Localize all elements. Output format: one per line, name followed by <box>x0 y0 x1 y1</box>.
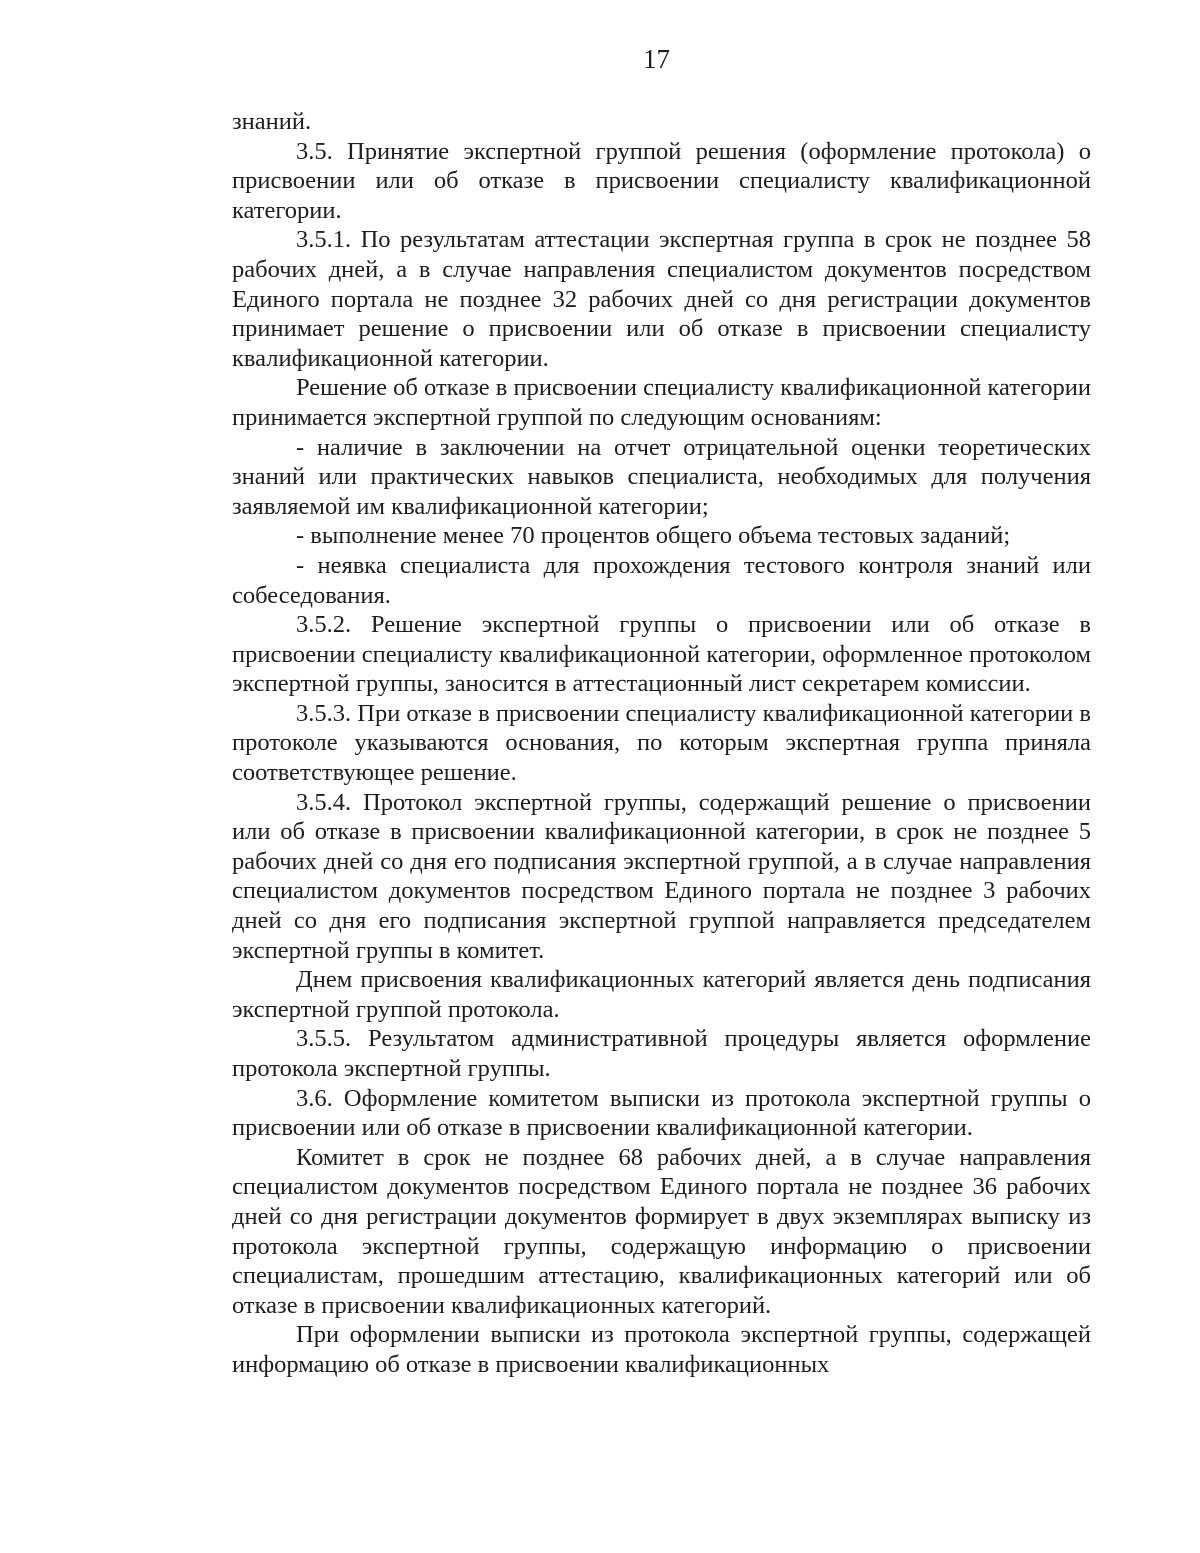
paragraph: 3.5.1. По результатам аттестации экспертная группа в срок не позднее 58 рабочих дней, а в случае направления специалистом документов посредством Единого портала не позднее 32 рабочих дней со дня регистрации документов принимает решение о присвоении или об отказе в присвоении специалисту квалификационной категории. <box>232 226 1091 372</box>
paragraph: 3.6. Оформление комитетом выписки из протокола экспертной группы о присвоении или об отказе в присвоении квалификационной категории. <box>232 1084 1091 1142</box>
list-item: - выполнение менее 70 процентов общего объема тестовых заданий; <box>296 522 1011 550</box>
page-number: 17 <box>643 44 670 74</box>
paragraph: При оформлении выписки из протокола экспертной группы, содержащей информацию об отказе в присвоении квалификационных <box>232 1321 1091 1378</box>
document-body <box>232 107 1091 1380</box>
paragraph: знаний. <box>232 108 312 135</box>
paragraph: 3.5.2. Решение экспертной группы о присвоении или об отказе в присвоении специалисту квалификационной категории, оформленное протоколом экспертной группы, заносится в аттестационный лист секретарем комиссии. <box>232 611 1091 698</box>
paragraph: 3.5.3. При отказе в присвоении специалисту квалификационной категории в протоколе указываются основания, по которым экспертная группа приняла соответствующее решение. <box>232 699 1091 787</box>
list-item: - неявка специалиста для прохождения тестового контроля знаний или собеседования. <box>232 551 1091 609</box>
list-item: - наличие в заключении на отчет отрицательной оценки теоретических знаний или практических навыков специалиста, необходимых для получения заявляемой им квалификационной категории; <box>232 433 1091 520</box>
paragraph: 3.5.5. Результатом административной процедуры является оформление протокола экспертной группы. <box>232 1025 1091 1082</box>
paragraph: 3.5.4. Протокол экспертной группы, содержащий решение о присвоении или об отказе в присвоении квалификационной категории, в срок не позднее 5 рабочих дней со дня его подписания экспертной группой, а в случае направления специалистом документов посредством Единого портала не позднее 3 рабочих дней со дня его подписания экспертной группой направляется председателем экспертной группы в комитет. <box>232 788 1091 964</box>
paragraph: 3.5. Принятие экспертной группой решения (оформление протокола) о присвоении или об отказе в присвоении специалисту квалификационной категории. <box>232 137 1091 224</box>
paragraph: Комитет в срок не позднее 68 рабочих дней, а в случае направления специалистом документов посредством Единого портала не позднее 36 рабочих дней со дня регистрации документов формирует в двух экземплярах выписку из протокола экспертной группы, содержащую информацию о присвоении специалистам, прошедшим аттестацию, квалификационных категорий или об отказе в присвоении квалификационных категорий. <box>232 1143 1091 1319</box>
paragraph: Днем присвоения квалификационных категорий является день подписания экспертной группой протокола. <box>232 966 1091 1023</box>
paragraph: Решение об отказе в присвоении специалисту квалификационной категории принимается экспертной группой по следующим основаниям: <box>232 374 1091 431</box>
